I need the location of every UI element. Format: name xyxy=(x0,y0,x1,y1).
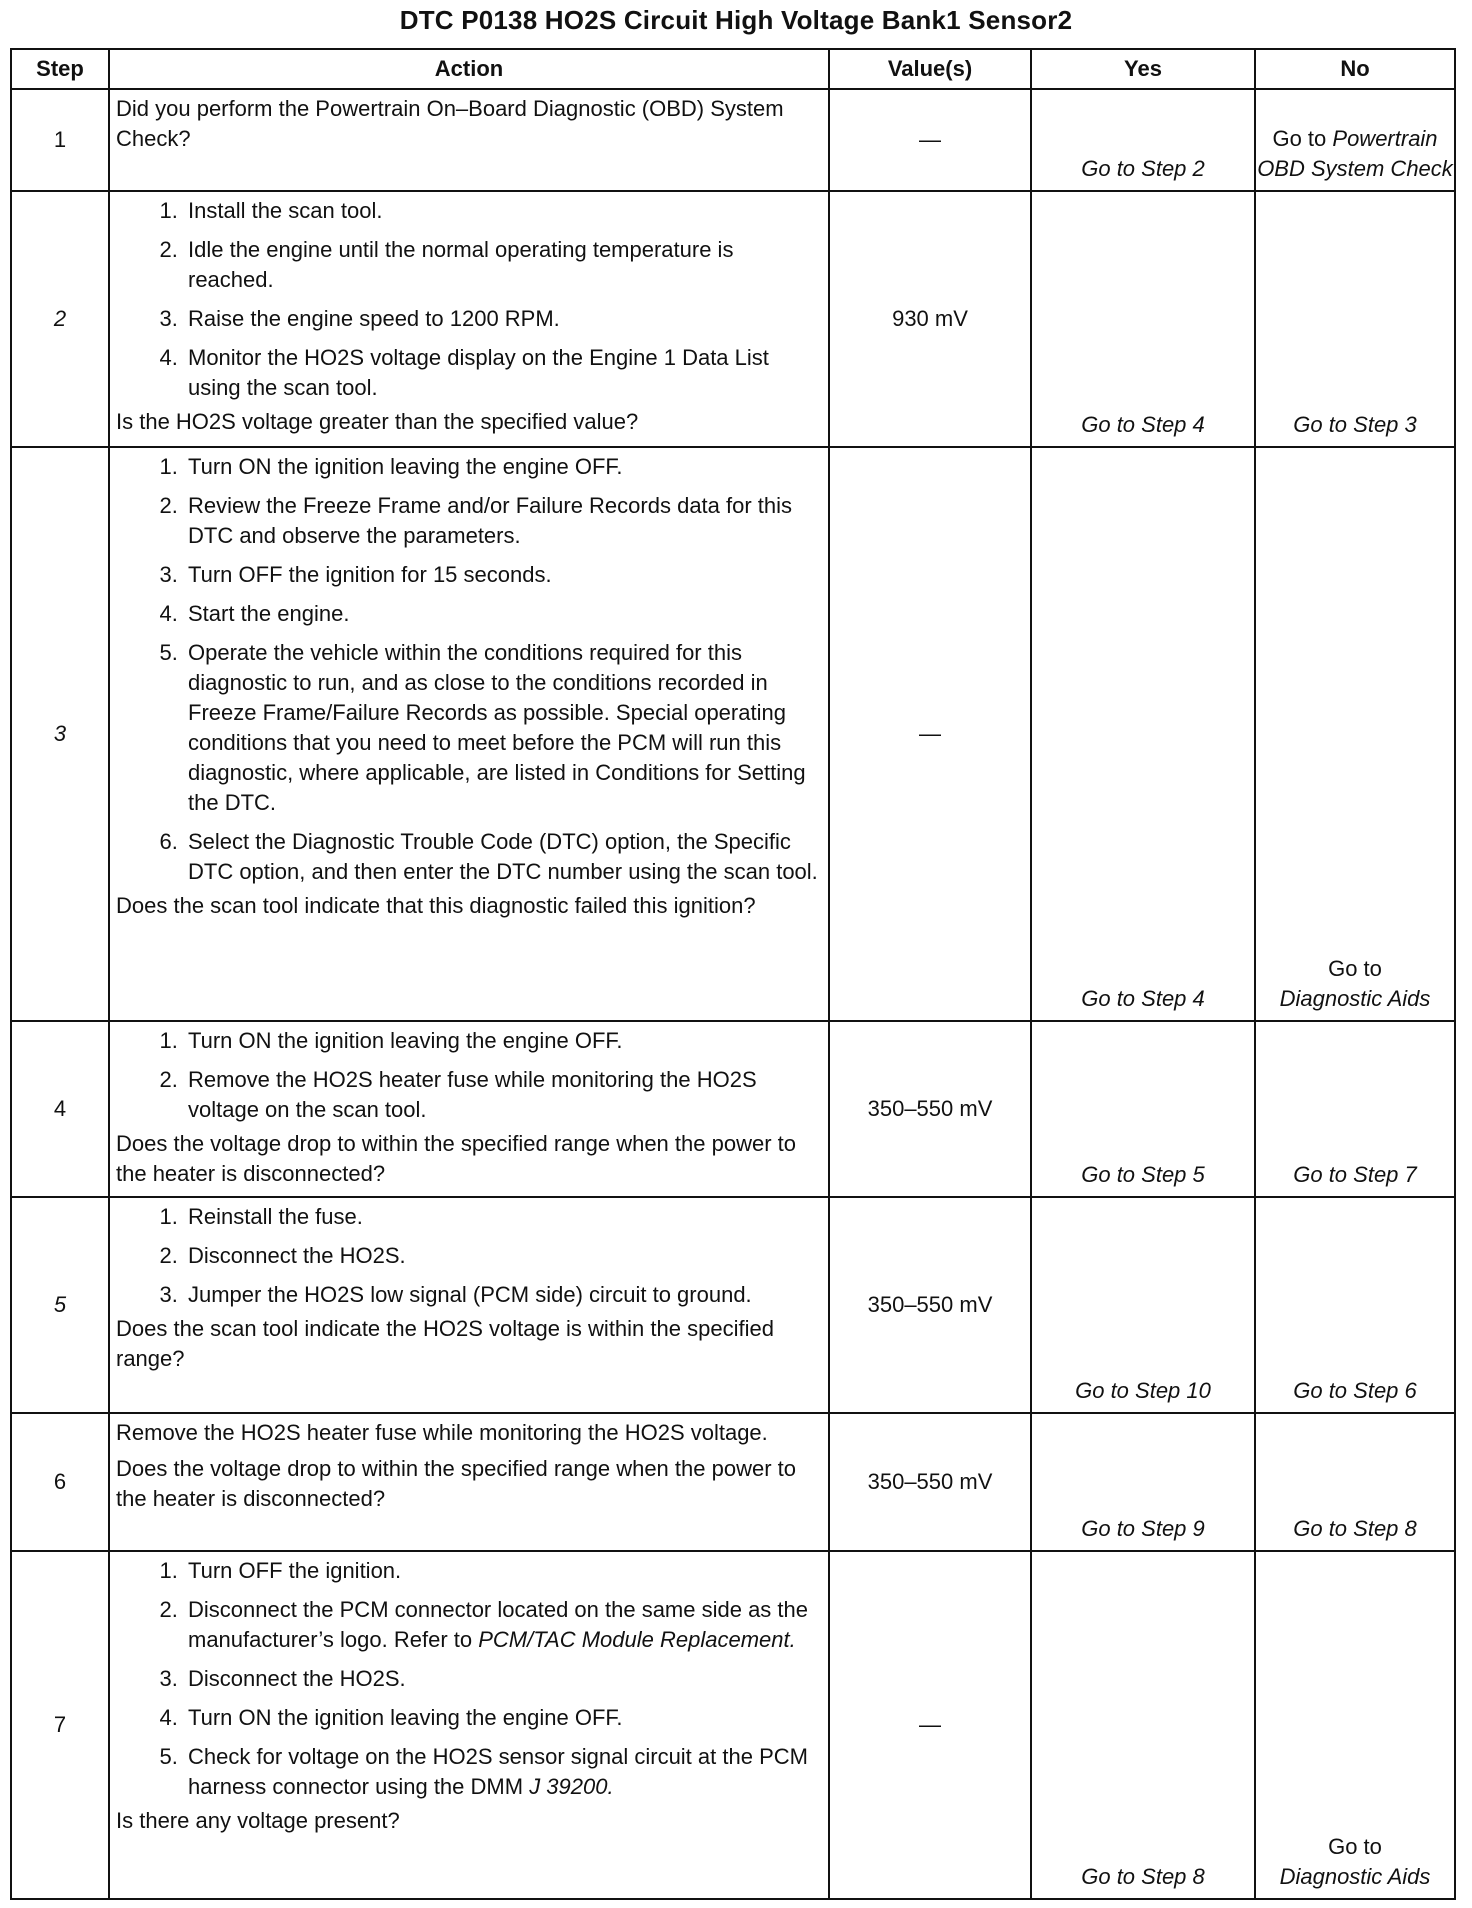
table-row-step-4 xyxy=(11,1021,1455,1197)
action-cell xyxy=(109,191,829,447)
header-yes: Yes xyxy=(1031,49,1255,89)
no-cell: Go to Step 3 xyxy=(1255,191,1455,447)
value-cell: 930 mV xyxy=(829,191,1031,447)
yes-cell: Go to Step 5 xyxy=(1031,1021,1255,1197)
action-question: Does the scan tool indicate the HO2S voltage is within the specified range? xyxy=(116,1316,774,1371)
page-title: DTC P0138 HO2S Circuit High Voltage Bank1 Sensor2 xyxy=(399,5,1073,35)
step-number: 3 xyxy=(11,447,109,1021)
action-item: 2. Idle the engine until the normal operating temperature is reached. xyxy=(184,235,824,295)
action-item: 4. Start the engine. xyxy=(184,599,824,629)
value-cell: — xyxy=(829,447,1031,1021)
no-reference: Powertrain OBD System Check xyxy=(1257,126,1453,181)
yes-cell: Go to Step 8 xyxy=(1031,1551,1255,1899)
action-item: 5. Operate the vehicle within the conditions required for this diagnostic to run, and as close to the conditions recorded in Freeze Frame/Failure Records as possible. Special operating conditions that you need to meet before the PCM will run this diagnostic, where applicable, are listed in Conditions for Setting the DTC. xyxy=(184,638,824,818)
step-number: 5 xyxy=(11,1197,109,1413)
no-prefix: Go to xyxy=(1328,956,1382,981)
table-row-step-2 xyxy=(11,191,1455,447)
action-item: 3. Turn OFF the ignition for 15 seconds. xyxy=(184,560,824,590)
table-row-step-3 xyxy=(11,447,1455,1021)
action-list xyxy=(116,196,824,403)
action-text: Remove the HO2S heater fuse while monitoring the HO2S voltage. xyxy=(116,1420,768,1445)
action-item: 1. Install the scan tool. xyxy=(184,196,824,226)
action-question: Does the voltage drop to within the specified range when the power to the heater is disconnected? xyxy=(116,1131,796,1186)
table-row-step-1 xyxy=(11,89,1455,191)
value-cell: — xyxy=(829,1551,1031,1899)
value-cell: 350–550 mV xyxy=(829,1021,1031,1197)
step-number: 6 xyxy=(11,1413,109,1551)
action-cell xyxy=(109,1197,829,1413)
header-no: No xyxy=(1255,49,1455,89)
action-item: 2. Disconnect the HO2S. xyxy=(184,1241,824,1271)
action-cell xyxy=(109,1413,829,1551)
diagnostic-table xyxy=(10,48,1456,1900)
header-action: Action xyxy=(109,49,829,89)
action-question: Does the voltage drop to within the specified range when the power to the heater is disconnected? xyxy=(116,1456,796,1511)
action-item: 1. Turn ON the ignition leaving the engine OFF. xyxy=(184,452,824,482)
table-row-step-5 xyxy=(11,1197,1455,1413)
action-list xyxy=(116,1026,824,1125)
no-cell xyxy=(1255,1551,1455,1899)
action-cell xyxy=(109,1021,829,1197)
action-item: 4. Turn ON the ignition leaving the engine OFF. xyxy=(184,1703,824,1733)
action-item: 3. Jumper the HO2S low signal (PCM side) circuit to ground. xyxy=(184,1280,824,1310)
table-header-row xyxy=(11,49,1455,89)
action-item: 4. Monitor the HO2S voltage display on the Engine 1 Data List using the scan tool. xyxy=(184,343,824,403)
tool-reference: J 39200. xyxy=(529,1774,614,1799)
action-item-text: Check for voltage on the HO2S sensor signal circuit at the PCM harness connector using the DMM xyxy=(188,1744,808,1799)
action-cell xyxy=(109,447,829,1021)
step-number: 1 xyxy=(11,89,109,191)
action-question: Does the scan tool indicate that this diagnostic failed this ignition? xyxy=(116,893,756,918)
no-cell xyxy=(1255,89,1455,191)
no-cell: Go to Step 6 xyxy=(1255,1197,1455,1413)
action-item: 6. Select the Diagnostic Trouble Code (DTC) option, the Specific DTC option, and then enter the DTC number using the scan tool. xyxy=(184,827,824,887)
value-cell: 350–550 mV xyxy=(829,1413,1031,1551)
yes-cell: Go to Step 9 xyxy=(1031,1413,1255,1551)
action-list xyxy=(116,1556,824,1802)
action-cell xyxy=(109,89,829,191)
action-text: Did you perform the Powertrain On–Board Diagnostic (OBD) System Check? xyxy=(116,96,784,151)
action-item: 3. Raise the engine speed to 1200 RPM. xyxy=(184,304,824,334)
action-question: Is there any voltage present? xyxy=(116,1808,400,1833)
yes-cell: Go to Step 4 xyxy=(1031,447,1255,1021)
step-number: 4 xyxy=(11,1021,109,1197)
yes-cell: Go to Step 10 xyxy=(1031,1197,1255,1413)
action-item xyxy=(184,1595,824,1655)
no-reference: Diagnostic Aids xyxy=(1279,986,1431,1011)
no-prefix: Go to xyxy=(1328,1834,1382,1859)
action-item: 1. Reinstall the fuse. xyxy=(184,1202,824,1232)
reference-link-text: PCM/TAC Module Replacement. xyxy=(478,1627,796,1652)
action-item: 2. Review the Freeze Frame and/or Failure Records data for this DTC and observe the parameters. xyxy=(184,491,824,551)
header-values: Value(s) xyxy=(829,49,1031,89)
yes-cell: Go to Step 4 xyxy=(1031,191,1255,447)
step-number: 2 xyxy=(11,191,109,447)
action-item: 3. Disconnect the HO2S. xyxy=(184,1664,824,1694)
no-cell xyxy=(1255,447,1455,1021)
action-item xyxy=(184,1742,824,1802)
value-cell: 350–550 mV xyxy=(829,1197,1031,1413)
action-item: 2. Remove the HO2S heater fuse while monitoring the HO2S voltage on the scan tool. xyxy=(184,1065,824,1125)
table-row-step-6 xyxy=(11,1413,1455,1551)
action-question: Is the HO2S voltage greater than the specified value? xyxy=(116,409,639,434)
no-reference: Diagnostic Aids xyxy=(1279,1864,1431,1889)
no-cell: Go to Step 7 xyxy=(1255,1021,1455,1197)
value-cell: — xyxy=(829,89,1031,191)
action-list xyxy=(116,452,824,887)
table-row-step-7 xyxy=(11,1551,1455,1899)
action-cell xyxy=(109,1551,829,1899)
action-item: 1. Turn ON the ignition leaving the engine OFF. xyxy=(184,1026,824,1056)
yes-cell: Go to Step 2 xyxy=(1031,89,1255,191)
step-number: 7 xyxy=(11,1551,109,1899)
action-item-text: Disconnect the PCM connector located on the same side as the manufacturer’s logo. Refer to xyxy=(188,1597,809,1652)
action-item: 1. Turn OFF the ignition. xyxy=(184,1556,824,1586)
no-cell: Go to Step 8 xyxy=(1255,1413,1455,1551)
header-step: Step xyxy=(11,49,109,89)
action-list xyxy=(116,1202,824,1310)
no-prefix: Go to xyxy=(1272,126,1327,151)
